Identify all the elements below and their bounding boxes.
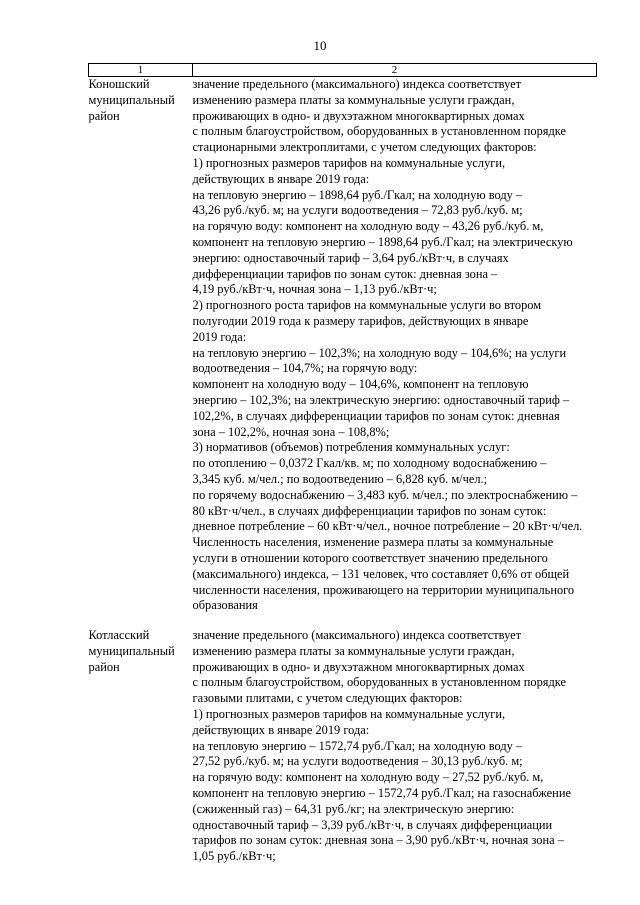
description-line: изменению размера платы за коммунальные услуги граждан,: [192, 92, 515, 107]
description-line: значение предельного (максимального) индекса соответствует: [192, 628, 522, 643]
description-line: газовыми плитами, с учетом следующих факторов:: [192, 691, 463, 706]
table-header-row: [89, 64, 597, 77]
column-header-2: 2: [193, 64, 597, 77]
description-line: 3,345 куб. м/чел.; по водоотведению – 6,828 куб. м/чел.;: [192, 471, 488, 486]
district-name-line: Котласский: [88, 628, 150, 643]
description-line: 4,19 руб./кВт·ч, ночная зона – 1,13 руб./кВт·ч;: [192, 282, 437, 297]
description-line: энергию – 102,3%; на электрическую энергию: одноставочный тариф –: [192, 392, 570, 407]
description-line: с полным благоустройством, оборудованных в установленном порядке: [192, 675, 566, 690]
description-line: 1) прогнозных размеров тарифов на коммунальные услуги,: [192, 707, 506, 722]
table-body: [89, 77, 597, 866]
description-line: действующих в январе 2019 года:: [192, 722, 370, 737]
district-name-cell: [89, 628, 193, 865]
description-line: 43,26 руб./куб. м; на услуги водоотведения – 72,83 руб./куб. м;: [192, 203, 523, 218]
description-line: компонент на тепловую энергию – 1898,64 руб./Гкал; на электрическую: [192, 234, 573, 249]
page-number: 10: [313, 38, 327, 53]
description-line: численности населения, проживающего на территории муниципального: [192, 582, 575, 597]
description-line: 3) нормативов (объемов) потребления коммунальных услуг:: [192, 440, 510, 455]
district-name-line: Коношский: [88, 77, 150, 91]
district-name-line: муниципальный: [88, 643, 175, 658]
description-line: энергию: одноставочный тариф – 3,64 руб./кВт·ч, в случаях: [192, 250, 509, 265]
description-line: (сжиженный газ) – 64,31 руб./кг; на электрическую энергию:: [192, 801, 515, 816]
description-line: тарифов по зонам суток: дневная зона – 3,90 руб./кВт·ч, ночная зона –: [192, 833, 564, 848]
description-line: значение предельного (максимального) индекса соответствует: [192, 77, 522, 91]
index-description-cell: [193, 628, 597, 865]
description-line: (максимального) индекса, – 131 человек, что составляет 0,6% от общей: [192, 566, 570, 581]
description-line: услуги в отношении которого соответствует значению предельного: [192, 550, 548, 565]
description-line: 27,52 руб./куб. м; на услуги водоотведения – 30,13 руб./куб. м;: [192, 754, 523, 769]
description-line: полугодии 2019 года к размеру тарифов, действующих в январе: [192, 313, 529, 328]
description-line: проживающих в одно- и двухэтажном многоквартирных домах: [192, 108, 525, 123]
description-line: стационарными электроплитами, с учетом следующих факторов:: [192, 140, 537, 155]
description-line: на горячую воду: компонент на холодную воду – 43,26 руб./куб. м,: [192, 219, 544, 234]
row-spacer: [89, 614, 597, 628]
description-line: 1,05 руб./кВт·ч;: [192, 849, 276, 864]
index-description-cell: [193, 77, 597, 615]
district-name-line: район: [88, 659, 120, 674]
description-line: действующих в январе 2019 года:: [192, 171, 370, 186]
description-line: компонент на тепловую энергию – 1572,74 руб./Гкал; на газоснабжение: [192, 786, 571, 801]
description-line: Численность населения, изменение размера платы за коммунальные: [192, 535, 554, 550]
description-line: водоотведения – 104,7%; на горячую воду:: [192, 361, 418, 376]
description-line: образования: [192, 598, 258, 613]
description-line: на тепловую энергию – 1898,64 руб./Гкал; на холодную воду –: [192, 187, 523, 202]
description-line: на тепловую энергию – 1572,74 руб./Гкал; на холодную воду –: [192, 738, 523, 753]
tariff-table: [88, 63, 597, 865]
district-name-line: муниципальный: [88, 92, 175, 107]
description-line: зона – 102,2%, ночная зона – 108,8%;: [192, 424, 390, 439]
description-line: 2) прогнозного роста тарифов на коммунальные услуги во втором: [192, 298, 542, 313]
description-line: проживающих в одно- и двухэтажном многоквартирных домах: [192, 659, 525, 674]
description-line: 2019 года:: [192, 329, 247, 344]
table-row: [89, 628, 597, 865]
description-line: дифференциации тарифов по зонам суток: дневная зона –: [192, 266, 498, 281]
description-line: по отоплению – 0,0372 Гкал/кв. м; по холодному водоснабжению –: [192, 456, 547, 471]
description-line: на тепловую энергию – 102,3%; на холодную воду – 104,6%; на услуги: [192, 345, 567, 360]
description-line: дневное потребление – 60 кВт·ч/чел., ночное потребление – 20 кВт·ч/чел.: [192, 519, 583, 534]
description-line: 80 кВт·ч/чел., в случаях дифференциации тарифов по зонам суток:: [192, 503, 547, 518]
description-line: 1) прогнозных размеров тарифов на коммунальные услуги,: [192, 155, 506, 170]
column-header-1: 1: [89, 64, 193, 77]
description-line: изменению размера платы за коммунальные услуги граждан,: [192, 643, 515, 658]
description-line: компонент на холодную воду – 104,6%, компонент на тепловую: [192, 377, 529, 392]
description-line: 102,2%, в случаях дифференциации тарифов по зонам суток: дневная: [192, 408, 560, 423]
description-line: с полным благоустройством, оборудованных в установленном порядке: [192, 124, 566, 139]
district-name-cell: [89, 77, 193, 615]
description-line: одноставочный тариф – 3,39 руб./кВт·ч, в случаях дифференциации: [192, 817, 553, 832]
district-name-line: район: [88, 108, 120, 123]
description-line: на горячую воду: компонент на холодную воду – 27,52 руб./куб. м,: [192, 770, 544, 785]
table-row: [89, 77, 597, 615]
description-line: по горячему водоснабжению – 3,483 куб. м/чел.; по электроснабжению –: [192, 487, 578, 502]
